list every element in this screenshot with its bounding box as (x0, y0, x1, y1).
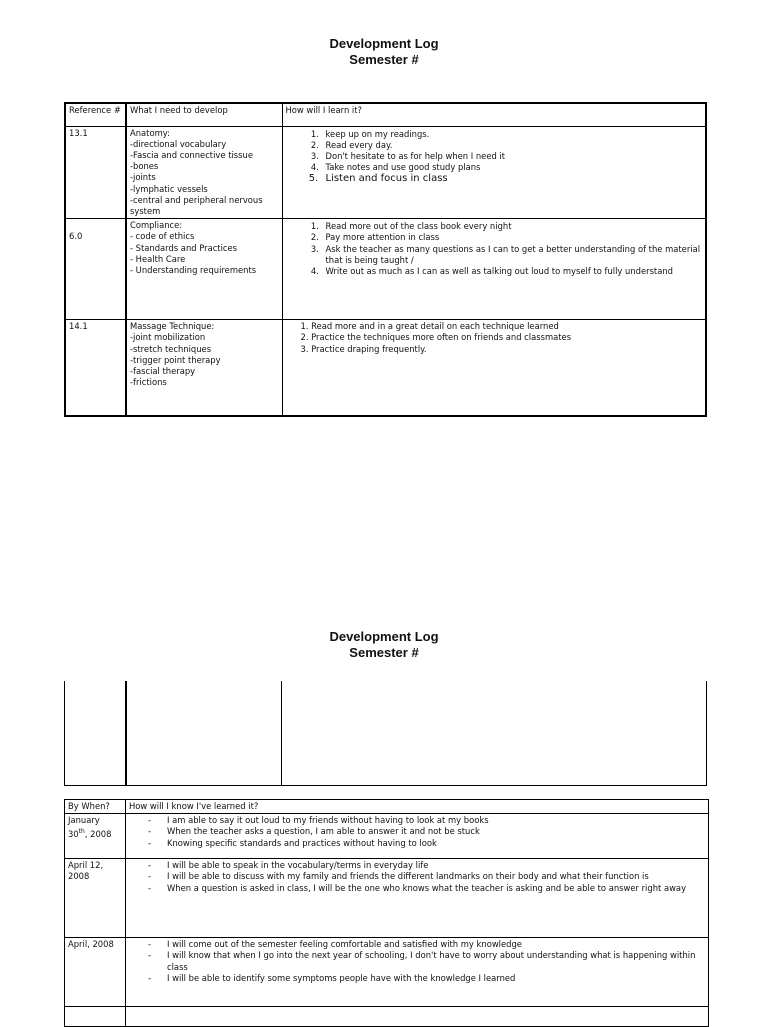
develop-line: -bones (130, 161, 159, 172)
develop-cell (126, 126, 282, 219)
list-item: 2. Read every day. (322, 140, 703, 151)
develop-line: -stretch techniques (130, 343, 212, 354)
list-item: 2. Practice the techniques more often on friends and classmates (300, 332, 572, 343)
header-by-when: By When? (65, 800, 126, 814)
develop-line: -directional vocabulary (130, 138, 227, 149)
list-item: - I will be able to identify some symptoms people have with the knowledge I learned (129, 973, 705, 984)
list-item: 5. Listen and focus in class (322, 173, 703, 184)
reference-cell: 14.1 (65, 320, 126, 416)
page1-title-line2: Semester # (349, 52, 419, 67)
table-row (65, 859, 709, 938)
table-header-row (65, 800, 709, 814)
list-item: 3. Ask the teacher as many questions as I can to get a better understanding of the material that is being taught / (322, 244, 703, 266)
learn-list (286, 221, 703, 277)
develop-line: - Standards and Practices (130, 242, 238, 253)
when-day-suffix: th (78, 828, 85, 836)
develop-line: Compliance: (130, 220, 183, 231)
table-row (65, 814, 709, 859)
table-row (65, 938, 709, 1007)
learn-cell (282, 126, 706, 219)
assessment-table (64, 799, 709, 1027)
develop-cell (126, 320, 282, 416)
know-cell (126, 859, 709, 938)
develop-line: -joints (130, 172, 156, 183)
develop-line: Anatomy: (130, 127, 170, 138)
know-cell (126, 938, 709, 1007)
list-item: - I will come out of the semester feeling comfortable and satisfied with my knowledge (129, 939, 705, 950)
develop-line: -central and peripheral nervous system (130, 194, 263, 216)
continued-table-fragment (64, 681, 707, 786)
list-item: - Knowing specific standards and practices without having to look (129, 838, 705, 849)
list-item: - When the teacher asks a question, I am able to answer it and not be stuck (129, 826, 705, 837)
header-how-know: How will I know I've learned it? (126, 800, 709, 814)
header-reference: Reference # (65, 103, 126, 126)
reference-cell: 13.1 (65, 126, 126, 219)
develop-line: -frictions (130, 377, 167, 388)
when-cell (65, 814, 126, 859)
know-cell (126, 814, 709, 859)
when-month: January (68, 815, 100, 826)
list-item: 3. Practice draping frequently. (300, 343, 427, 354)
list-item: 1. keep up on my readings. (322, 129, 703, 140)
header-learn: How will I learn it? (282, 103, 706, 126)
page2-title-line2: Semester # (349, 645, 419, 660)
page2-title-line1: Development Log (329, 629, 439, 644)
develop-line: -joint mobilization (130, 332, 206, 343)
learn-cell (282, 219, 706, 320)
develop-line: -Fascia and connective tissue (130, 149, 253, 160)
table-row (65, 219, 706, 320)
list-item: - I will be able to speak in the vocabulary/terms in everyday life (129, 860, 705, 871)
development-plan-table (64, 102, 707, 417)
develop-line: - Understanding requirements (130, 264, 257, 275)
column-divider (281, 681, 282, 785)
column-divider (125, 681, 127, 785)
list-item: - When a question is asked in class, I will be the one who knows what the teacher is asking and be able to answer right away (129, 883, 705, 894)
develop-line: -trigger point therapy (130, 354, 221, 365)
know-list (129, 860, 705, 894)
list-item: 4. Write out as much as I can as well as talking out loud to myself to fully understand (322, 266, 703, 277)
know-list (129, 939, 705, 984)
list-item: 3. Don't hesitate to as for help when I need it (322, 151, 703, 162)
learn-cell (282, 320, 706, 416)
when-cell: April 12, 2008 (65, 859, 126, 938)
table-header-row (65, 103, 706, 126)
reference-value: 6.0 (69, 231, 83, 242)
know-list (129, 815, 705, 849)
learn-list (286, 129, 703, 185)
page1-title-line1: Development Log (329, 36, 439, 51)
table-row (65, 320, 706, 416)
develop-line: - code of ethics (130, 231, 195, 242)
list-item: 1. Read more out of the class book every night (322, 221, 703, 232)
develop-cell (126, 219, 282, 320)
table-row (65, 126, 706, 219)
when-day: 30 (68, 829, 79, 840)
header-develop: What I need to develop (126, 103, 282, 126)
list-item: 2. Pay more attention in class (322, 232, 703, 243)
when-cell: April, 2008 (65, 938, 126, 1007)
develop-line: -fascial therapy (130, 365, 196, 376)
page1-title (0, 36, 768, 68)
list-item: 4. Take notes and use good study plans (322, 162, 703, 173)
list-item: - I am able to say it out loud to my friends without having to look at my books (129, 815, 705, 826)
develop-line: - Health Care (130, 253, 186, 264)
page2-title (0, 629, 768, 661)
develop-line: Massage Technique: (130, 321, 215, 332)
list-item: 1. Read more and in a great detail on each technique learned (300, 321, 559, 332)
when-year: , 2008 (84, 829, 112, 840)
list-item: - I will be able to discuss with my family and friends the different landmarks on their body and what their function is (129, 871, 705, 882)
reference-cell (65, 219, 126, 320)
list-item: - I will know that when I go into the next year of schooling, I don't have to worry about understanding what is happening within class (129, 950, 705, 972)
develop-line: -lymphatic vessels (130, 183, 208, 194)
